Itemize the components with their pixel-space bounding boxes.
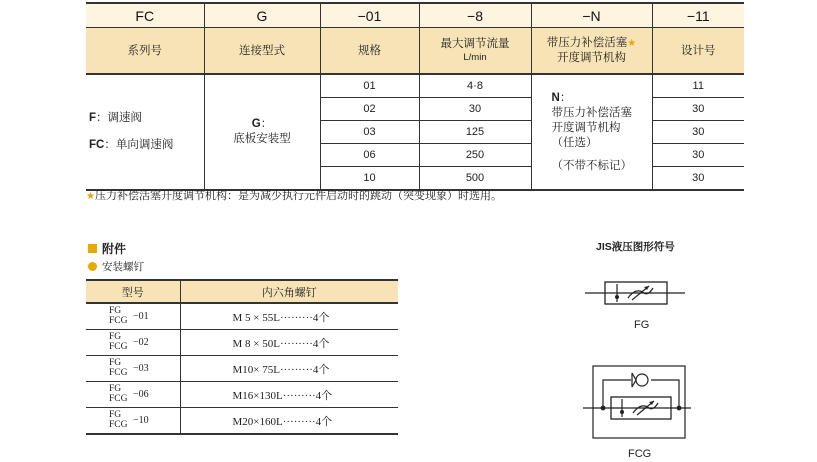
header-pc	[531, 28, 652, 75]
model-cell	[86, 305, 180, 329]
size-cell: 02	[320, 98, 419, 121]
fg-label: FG	[634, 319, 650, 331]
design-cell: 11	[652, 74, 744, 98]
header-pc-line2: 开度调节机构	[557, 52, 626, 64]
fcg-label: FCG	[628, 448, 652, 460]
model-code-table	[86, 2, 744, 191]
model-fg: FG	[109, 331, 122, 342]
pc-line4: （不带不标记）	[551, 159, 632, 172]
model-fcg: FCG	[109, 367, 128, 378]
design-cell: 30	[652, 167, 744, 191]
footnote	[86, 187, 502, 203]
model-cell	[86, 383, 180, 407]
design-cell: 30	[652, 144, 744, 167]
footnote-star-icon: ★	[86, 191, 95, 202]
table-row	[86, 303, 398, 330]
model-fcg: FCG	[109, 393, 128, 404]
series-f-text: ：调速阀	[96, 112, 143, 124]
connection-colon: ：	[260, 118, 273, 130]
model-suffix: −03	[133, 362, 149, 374]
table-row	[86, 330, 398, 356]
code-size: −01	[320, 3, 419, 28]
accessories-subtitle	[88, 259, 144, 274]
code-series: FC	[86, 3, 204, 28]
connection-code: G	[251, 118, 261, 130]
code-flow: −8	[419, 3, 531, 28]
screw-table-header	[86, 280, 398, 303]
pc-desc-cell	[531, 74, 652, 190]
model-fg: FG	[109, 357, 122, 368]
jis-title: JIS液压图形符号	[596, 241, 675, 253]
flow-cell: 500	[419, 167, 531, 191]
model-suffix: −02	[133, 336, 149, 348]
model-suffix: −10	[133, 414, 149, 426]
header-pc-line1: 带压力补偿活塞	[546, 37, 628, 49]
screw-cell: M 5 × 55L·········4个	[180, 303, 398, 330]
header-design: 设计号	[652, 28, 744, 75]
model-fcg: FCG	[109, 315, 128, 326]
code-design: −11	[652, 3, 744, 28]
pc-line3: （任选）	[551, 136, 598, 149]
model-fg: FG	[109, 409, 122, 420]
code-connection: G	[204, 3, 320, 28]
header-row	[86, 28, 744, 75]
screw-cell: M10× 75L·········4个	[180, 356, 398, 382]
model-suffix: −06	[133, 388, 149, 400]
square-bullet-icon	[88, 244, 97, 253]
header-model: 型号	[86, 280, 180, 303]
size-cell: 10	[320, 167, 419, 191]
size-cell: 01	[320, 74, 419, 98]
header-flow	[419, 28, 531, 75]
series-f-code: F	[89, 112, 97, 124]
table-row	[86, 356, 398, 382]
table-row	[86, 382, 398, 408]
model-cell	[86, 409, 180, 433]
header-flow-unit: L/min	[463, 51, 487, 63]
header-size: 规格	[320, 28, 419, 75]
size-cell: 03	[320, 121, 419, 144]
pc-line1: 带压力补偿活塞	[551, 106, 632, 119]
model-cell	[86, 357, 180, 381]
model-fcg: FCG	[109, 419, 128, 430]
screw-table	[86, 279, 398, 435]
flow-cell: 4·8	[419, 74, 531, 98]
screw-cell: M 8 × 50L·········4个	[180, 330, 398, 356]
design-cell: 30	[652, 121, 744, 144]
fcg-hydraulic-symbol	[583, 363, 691, 441]
header-connection: 连接型式	[204, 28, 320, 75]
accessories-title-text: 附件	[102, 242, 127, 256]
model-fg: FG	[109, 305, 122, 316]
flow-cell: 30	[419, 98, 531, 121]
model-fg: FG	[109, 383, 122, 394]
check-valve-icon	[636, 374, 648, 386]
connection-desc-cell	[204, 74, 320, 190]
header-series: 系列号	[86, 28, 204, 75]
pc-code: N	[551, 91, 560, 104]
table-row	[86, 408, 398, 435]
accessories-subtitle-text: 安装螺钉	[102, 261, 144, 273]
circle-bullet-icon	[88, 262, 97, 271]
design-cell: 30	[652, 98, 744, 121]
pc-line2: 开度调节机构	[551, 121, 621, 134]
screw-cell: M16×130L·········4个	[180, 382, 398, 408]
fg-hydraulic-symbol	[585, 278, 685, 310]
header-screw: 内六角螺钉	[180, 280, 398, 303]
table-row	[86, 74, 744, 98]
model-suffix: −01	[133, 310, 149, 322]
footnote-text: 压力补偿活塞开度调节机构：是为减少执行元件启动时的跳动（突变现象）时选用。	[94, 190, 502, 202]
series-fc-code: FC	[89, 139, 105, 151]
accessories-title	[88, 240, 126, 257]
series-desc-cell	[86, 74, 204, 190]
flow-cell: 250	[419, 144, 531, 167]
model-fcg: FCG	[109, 341, 128, 352]
code-pc: −N	[531, 3, 652, 28]
header-flow-line1: 最大调节流量	[440, 37, 510, 50]
flow-cell: 125	[419, 121, 531, 144]
star-icon: ★	[627, 38, 637, 49]
connection-text: 底板安装型	[233, 133, 291, 145]
screw-cell: M20×160L·········4个	[180, 408, 398, 435]
model-cell	[86, 331, 180, 355]
pc-colon: ：	[559, 91, 572, 104]
series-fc-text: ：单向调速阀	[104, 139, 174, 151]
code-row	[86, 3, 744, 28]
size-cell: 06	[320, 144, 419, 167]
